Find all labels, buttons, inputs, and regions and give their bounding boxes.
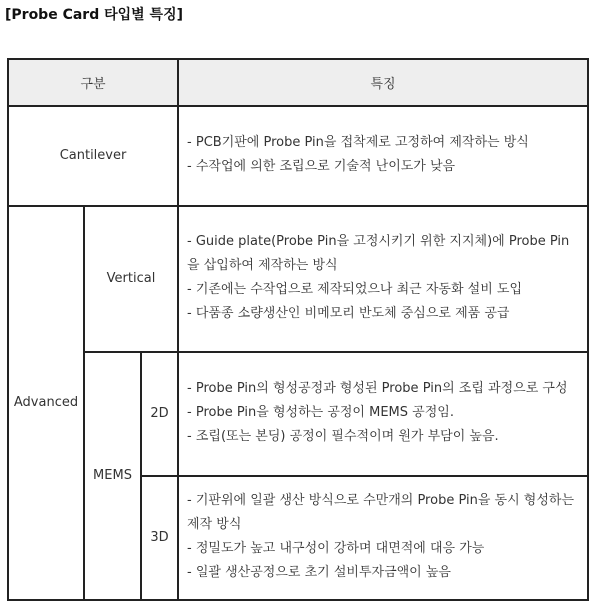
- table-row-vertical: [8, 206, 588, 352]
- feature-line: - 일괄 생산공정으로 초기 설비투자금액이 높음: [187, 565, 451, 580]
- feature-line: - PCB기판에 Probe Pin을 접착제로 고정하여 제작하는 방식: [187, 135, 529, 150]
- category-vertical: Vertical: [84, 206, 178, 352]
- feature-line: - Probe Pin을 형성하는 공정이 MEMS 공정임.: [187, 405, 454, 420]
- category-3d: 3D: [141, 476, 178, 600]
- feature-line: - 기존에는 수작업으로 제작되었으나 최근 자동화 설비 도입: [187, 282, 523, 297]
- category-header: 구분: [8, 59, 178, 106]
- features-cantilever: [178, 106, 588, 206]
- category-2d: 2D: [141, 352, 178, 476]
- feature-line: - 조립(또는 본딩) 공정이 필수적이며 원가 부담이 높음.: [187, 429, 499, 444]
- features-3d: [178, 476, 588, 600]
- table-row-mems-2d: [8, 352, 588, 476]
- table-row-cantilever: [8, 106, 588, 206]
- feature-line: - 정밀도가 높고 내구성이 강하며 대면적에 대응 가능: [187, 541, 485, 556]
- features-2d: [178, 352, 588, 476]
- feature-line: - 기판위에 일괄 생산 방식으로 수만개의 Probe Pin을 동시 형성하는 제작 방식: [187, 493, 575, 532]
- features-header: 특징: [178, 59, 588, 106]
- page-title: [Probe Card 타입별 특징]: [5, 7, 183, 23]
- category-cantilever: Cantilever: [8, 106, 178, 206]
- table-header-row: [8, 59, 588, 106]
- feature-line: - 수작업에 의한 조립으로 기술적 난이도가 낮음: [187, 159, 456, 174]
- feature-line: - 다품종 소량생산인 비메모리 반도체 중심으로 제품 공급: [187, 306, 510, 321]
- category-mems: MEMS: [84, 352, 141, 600]
- category-advanced: Advanced: [8, 206, 84, 600]
- feature-line: - Probe Pin의 형성공정과 형성된 Probe Pin의 조립 과정으로 구성: [187, 381, 568, 396]
- feature-line: - Guide plate(Probe Pin을 고정시키기 위한 지지체)에 Probe Pin을 삽입하여 제작하는 방식: [187, 234, 570, 273]
- features-vertical: [178, 206, 588, 352]
- probe-card-table: [7, 58, 589, 601]
